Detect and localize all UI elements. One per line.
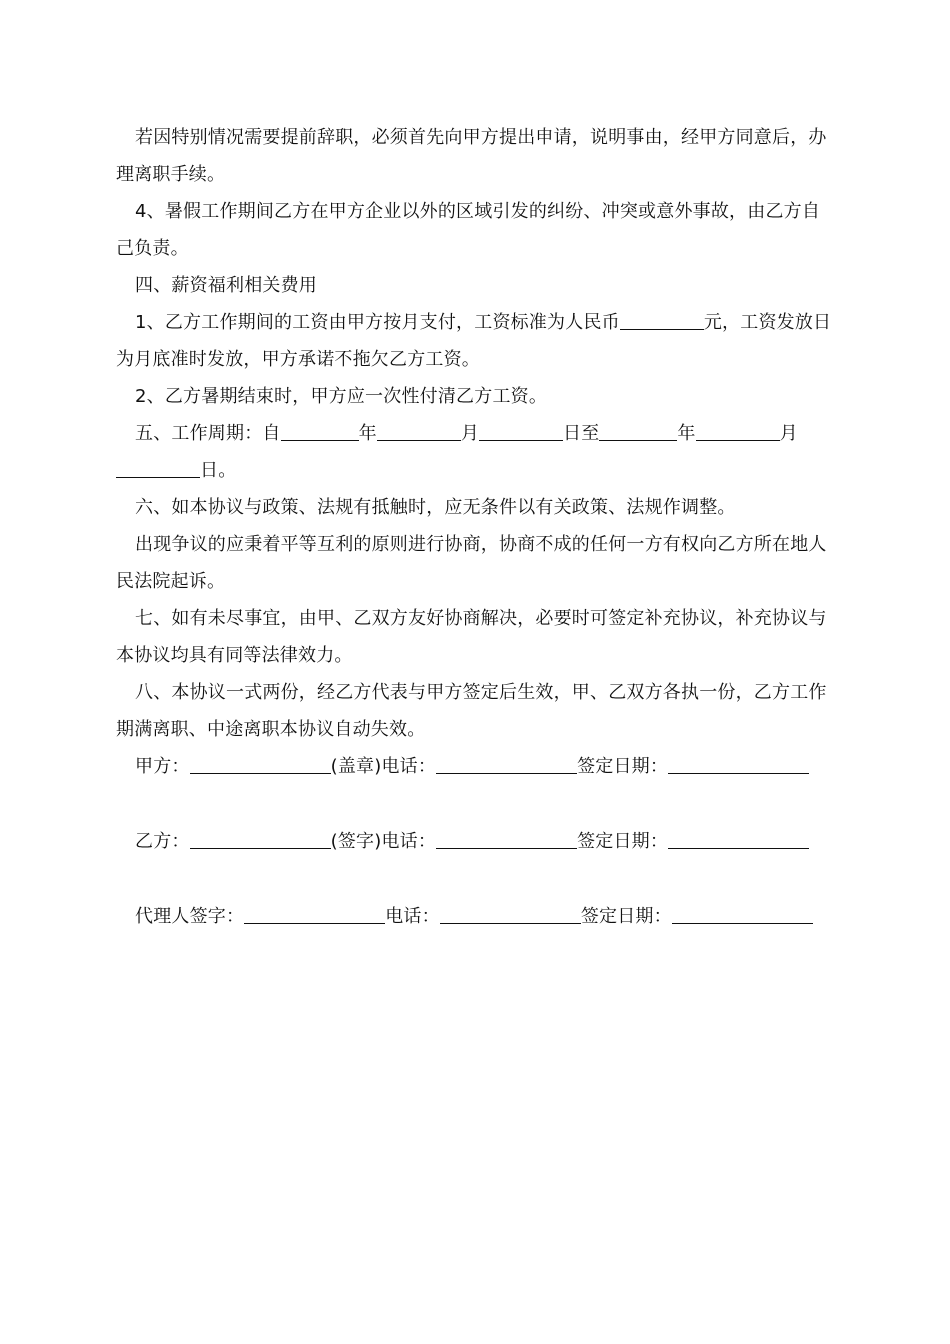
party-a-label: 甲方：: [135, 756, 190, 777]
agent-label: 代理人签字：: [135, 906, 245, 927]
paragraph-work-period: [116, 415, 836, 489]
party-a-name-blank[interactable]: [190, 755, 331, 774]
party-a-seal-label: (盖章): [330, 756, 382, 777]
agent-phone-label: 电话：: [385, 906, 440, 927]
section-heading-salary: 四、薪资福利相关费用: [135, 275, 317, 296]
salary-amount-blank[interactable]: [620, 311, 704, 330]
party-a-date-blank[interactable]: [668, 755, 809, 774]
start-month-blank[interactable]: [377, 422, 461, 441]
paragraph-dispute: 出现争议的应秉着平等互利的原则进行协商，协商不成的任何一方有权向乙方所在地人民法院起诉。: [116, 534, 827, 592]
agent-date-blank[interactable]: [672, 905, 813, 924]
signature-row-agent: [116, 898, 836, 935]
party-b-sign-label: (签字): [330, 831, 382, 852]
paragraph-salary-1: [116, 304, 836, 378]
paragraph-clause-8: 八、本协议一式两份，经乙方代表与甲方签定后生效，甲、乙双方各执一份，乙方工作期满离职、中途离职本协议自动失效。: [116, 682, 827, 740]
agent-phone-blank[interactable]: [440, 905, 581, 924]
period-text-day2: 日。: [200, 460, 237, 481]
salary-text-b: 元，工资发放日为月底准时发放，甲方承诺不拖欠乙方工资。: [116, 312, 832, 370]
party-a-date-label: 签定日期：: [577, 756, 669, 777]
period-text-to: 日至: [563, 423, 600, 444]
party-b-phone-label: 电话：: [381, 831, 437, 852]
end-day-blank[interactable]: [116, 459, 200, 478]
party-a-phone-label: 电话：: [381, 756, 437, 777]
signature-row-party-a: [116, 748, 836, 785]
party-b-phone-blank[interactable]: [436, 830, 577, 849]
party-a-phone-blank[interactable]: [436, 755, 577, 774]
document-page: [116, 119, 836, 935]
start-year-blank[interactable]: [281, 422, 359, 441]
agent-name-blank[interactable]: [244, 905, 385, 924]
end-month-blank[interactable]: [696, 422, 780, 441]
paragraph-clause-7: 七、如有未尽事宜，由甲、乙双方友好协商解决，必要时可签定补充协议，补充协议与本协议均具有同等法律效力。: [116, 608, 827, 666]
party-b-date-blank[interactable]: [668, 830, 809, 849]
signature-row-party-b: [116, 823, 836, 860]
party-b-date-label: 签定日期：: [577, 831, 669, 852]
period-text-year1: 年: [358, 423, 377, 444]
party-b-label: 乙方：: [135, 831, 190, 852]
salary-text-a: 1、乙方工作期间的工资由甲方按月支付，工资标准为人民币: [135, 312, 620, 333]
end-year-blank[interactable]: [599, 422, 677, 441]
period-text-from: 五、工作周期：自: [135, 423, 281, 444]
paragraph-clause-6: 六、如本协议与政策、法规有抵触时，应无条件以有关政策、法规作调整。: [135, 497, 736, 518]
period-text-year2: 年: [677, 423, 696, 444]
period-text-month1: 月: [460, 423, 480, 444]
paragraph-salary-2: 2、乙方暑期结束时，甲方应一次性付清乙方工资。: [135, 386, 548, 407]
agent-date-label: 签定日期：: [580, 906, 672, 927]
start-day-blank[interactable]: [479, 422, 563, 441]
period-text-month2: 月: [779, 423, 798, 444]
paragraph-clause-4: 4、暑假工作期间乙方在甲方企业以外的区域引发的纠纷、冲突或意外事故，由乙方自己负责。: [116, 201, 821, 259]
party-b-name-blank[interactable]: [190, 830, 331, 849]
paragraph-resignation: 若因特别情况需要提前辞职，必须首先向甲方提出申请，说明事由，经甲方同意后，办理离职手续。: [116, 127, 827, 185]
